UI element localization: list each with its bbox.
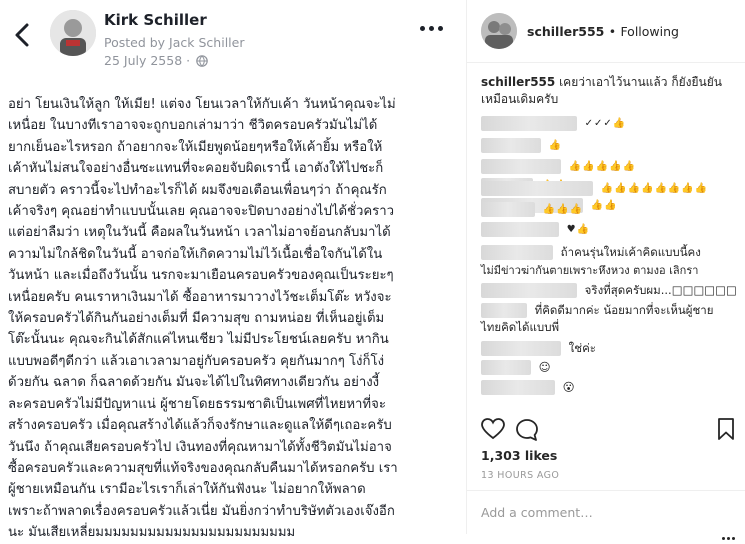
comment-row bbox=[481, 340, 596, 356]
comment-row bbox=[481, 116, 626, 132]
comment-row-continued bbox=[481, 319, 559, 335]
comment-text: ถ้าคนรุ่นใหม่เค้าคิดแบบนี้คง bbox=[560, 245, 701, 259]
instagram-header bbox=[467, 0, 745, 63]
follow-status-button[interactable]: Following bbox=[620, 24, 679, 39]
blurred-username bbox=[481, 360, 531, 375]
comment-row bbox=[481, 222, 590, 238]
comment-text: 👍👍👍👍👍 bbox=[568, 161, 636, 172]
comment-text: ที่คิดดีมากค่ะ น้อยมากที่จะเห็นผู้ชาย bbox=[534, 303, 714, 317]
comment-row bbox=[481, 244, 701, 260]
avatar[interactable] bbox=[481, 13, 517, 49]
comment-text: ใช่ค่ะ bbox=[568, 341, 596, 355]
comment-text: 👍 bbox=[548, 140, 563, 151]
comment-row bbox=[481, 202, 583, 218]
avatar[interactable] bbox=[50, 10, 96, 56]
likes-count[interactable]: 1,303 likes bbox=[481, 448, 558, 463]
blurred-username bbox=[481, 303, 527, 318]
instagram-header-text bbox=[527, 24, 679, 39]
post-text: อย่า โยนเงินให้ลูก ให้เมีย! แต่จง โยนเวลาให้กับเค้า วันหน้าคุณจะไม่ เหนื่อย ในบางทีเราอาจจะถูกบอกเล่ามาว่า ชีวิตครอบครัวมันไม่ได้ ยากเย็นอะไรหรอก ถ้าอยากจะให้เมียพูดน้อยๆหรือให้เค้ายิ้ม หรือให้ เค้าหันไม่สนใจอย่างอื่นซะแทนที่จะคอยจับผิดเรานี้ เอาตังให้ไปชะก็ สบายตัว คราวนี้จะไปทำอะไรก็ได้ ผมจึงขอเตือนเพื่อนๆว่า ถ้าคุณรัก เค้าจริงๆ คุณอย่าทำแบบนั้นเลย คุณอาจจะปิดบางอย่างไปได้ชั่วคราว แต่อย่าลืมว่า เหตุในวันนี้ คือผลในวันหน้า เวลาไม่อาจย้อนกลับมาได้ ความไม่ใกล้ชิดในวันนี้ อาจก่อให้เกิดความไม่ไว้เนื้อเชื่อใจกันได้ใน วันหน้า และเมื่อถึงวันนั้น นรกจะมาเยือนครอบครัวของคุณเป็นระยะๆ เหนื่อยครับ คนเราหาเงินมาได้ ซื้ออาหารมาวางไว้ชะเต็มโต๊ะ หวังจะ ให้ครอบครัวได้กินกันอย่างเต็มที่ มีความสุข ถามหน่อย ที่เห็นอยู่เต็ม โต๊ะนั้นนะ คุณจะกินได้สักแค่ไหนเชียว ไม่มีประโยชน์เลยครับ หากิน แบบพอดีๆดีกว่า แล้วเอาเวลามาอยู่กับครอบครัว คุยกันมากๆ โง่ก็โง่ ด้วยกัน ฉลาด ก็ฉลาดด้วยกัน มันจะได้ไปในทิศทางเดียวกัน อย่างงี้ ละครอบครัวไม่มีปัญหาแน่ ผู้ชายโดยธรรมชาติเป็นเพศที่ไหยหาที่จะ สร้างครอบครัว เมื่อคุณสร้างได้แล้วก็จงรักษาและดูแลให้ดีๆเถอะครับ วันนึง ถ้าคุณเสียครอบครัวไป เงินทองที่คุณหามาได้ทั้งชีวิตมันไม่อาจ ซื้อครอบครัวและความสุขที่แท้จริงของคุณกลับคืนมาได้หรอกครับ เรา ผู้ชายเหมือนกัน เรามีอะไรเราก็เล่าให้กันฟังนะ ไม่อยากให้พลาด เพราะถ้าพลาดเรื่องครอบครัวแล้วเนี่ย มันยิ่งกว่าทำบริษัทตัวเองเจ๊งอีก นะ มันเสียเหลี่ยมมมมมมมมมมมมมมมมมมมมมมม bbox=[8, 97, 398, 541]
globe-icon bbox=[196, 55, 208, 67]
comment-row bbox=[481, 138, 562, 154]
comment-row bbox=[481, 302, 714, 318]
more-options-icon[interactable] bbox=[722, 523, 736, 527]
post-time: 13 HOURS AGO bbox=[481, 470, 560, 481]
blurred-username bbox=[481, 222, 559, 237]
blurred-username bbox=[481, 245, 553, 260]
post-date bbox=[104, 53, 208, 68]
blurred-username bbox=[481, 380, 555, 395]
instagram-panel bbox=[466, 0, 745, 534]
blurred-username bbox=[481, 181, 593, 196]
comment-text: ไทยคิดได้แบบพี่ bbox=[481, 320, 560, 334]
avatar-image-icon bbox=[50, 10, 96, 56]
comment-row-continued bbox=[481, 261, 698, 277]
comment-row bbox=[481, 380, 575, 396]
author-name[interactable]: Kirk Schiller bbox=[104, 11, 207, 29]
comment-row bbox=[481, 282, 737, 298]
comment-icon[interactable] bbox=[515, 418, 539, 442]
caption-username[interactable]: schiller555 bbox=[481, 75, 556, 89]
blurred-username bbox=[481, 283, 577, 298]
heart-icon[interactable] bbox=[481, 418, 505, 440]
comment-text: 👍👍👍 bbox=[542, 204, 584, 215]
add-comment-box[interactable] bbox=[467, 490, 745, 535]
caption-text: เคยว่าเอาไว้นานแล้ว ก็ยังยืนยันเหมือนเดิมครับ bbox=[481, 75, 722, 106]
blurred-username bbox=[481, 159, 561, 174]
avatar-image-icon bbox=[481, 13, 517, 49]
blurred-username bbox=[481, 341, 561, 356]
comment-row bbox=[481, 181, 708, 197]
comment-text: ✓✓✓👍 bbox=[584, 118, 627, 129]
comment-text: ไม่มีข่าวฆ่ากันตายเพราะหึงหวง ตามงอ เลิกรา bbox=[481, 264, 699, 277]
back-arrow-icon[interactable] bbox=[12, 22, 34, 48]
bookmark-icon[interactable] bbox=[717, 418, 735, 440]
comment-text: ☺ bbox=[538, 360, 551, 374]
action-bar bbox=[481, 418, 736, 442]
comment-row bbox=[481, 159, 636, 175]
separator: • bbox=[608, 24, 617, 39]
comment-text: จริงที่สุดครับผม...□□□□□□ bbox=[584, 283, 737, 297]
more-options-icon[interactable] bbox=[420, 26, 444, 34]
comment-text: ♥👍 bbox=[566, 224, 591, 235]
post-date-text: 25 July 2558 · bbox=[104, 53, 191, 68]
blurred-username bbox=[481, 138, 541, 153]
posted-by: Posted by Jack Schiller bbox=[104, 35, 245, 50]
username-link[interactable]: schiller555 bbox=[527, 24, 605, 39]
comment-row bbox=[481, 360, 551, 376]
comment-text: 👍👍👍👍👍👍👍👍 bbox=[600, 183, 709, 194]
comment-text: 😮 bbox=[562, 380, 575, 394]
caption bbox=[481, 74, 736, 108]
blurred-username bbox=[481, 116, 577, 131]
comment-text: 👍👍 bbox=[590, 200, 618, 211]
add-comment-input[interactable]: Add a comment… bbox=[481, 505, 593, 520]
blurred-username bbox=[481, 202, 535, 217]
